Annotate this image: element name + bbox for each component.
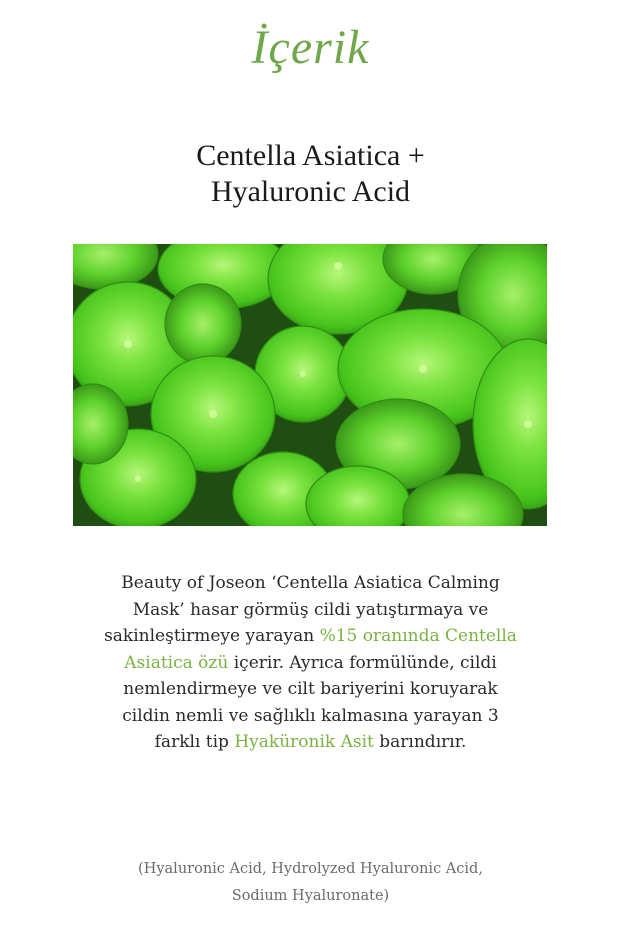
- centella-highlight: %15 oranında Centella Asiatica özü: [124, 626, 517, 673]
- heading-line-1: Centella Asiatica +: [196, 139, 425, 172]
- note-line-1: (Hyaluronic Acid, Hydrolyzed Hyaluronic Acid,: [138, 861, 483, 877]
- ingredient-description: [100, 570, 521, 756]
- heading-line-2: Hyaluronic Acid: [210, 175, 411, 208]
- note-line-2: Sodium Hyaluronate): [231, 888, 390, 904]
- leaves-illustration: [73, 244, 547, 526]
- description-text-3: barındırır.: [373, 732, 467, 752]
- hyaluronic-types-note: [80, 856, 541, 910]
- hyaluronic-highlight: Hyaküronik Asit: [234, 732, 374, 752]
- ingredient-heading: [0, 138, 621, 210]
- centella-leaves-photo: [73, 244, 547, 526]
- page-title: İçerik: [251, 21, 370, 74]
- description-text-1: Beauty of Joseon ‘Centella Asiatica Calming Mask’ hasar görmüş cildi yatıştırmaya ve sakinleştirmeye yarayan: [104, 573, 500, 646]
- description-text-2: içerir. Ayrıca formülünde, cildi nemlendirmeye ve cilt bariyerini koruyarak cildin nemli ve sağlıklı kalmasına yarayan 3 farklı tip: [122, 652, 499, 752]
